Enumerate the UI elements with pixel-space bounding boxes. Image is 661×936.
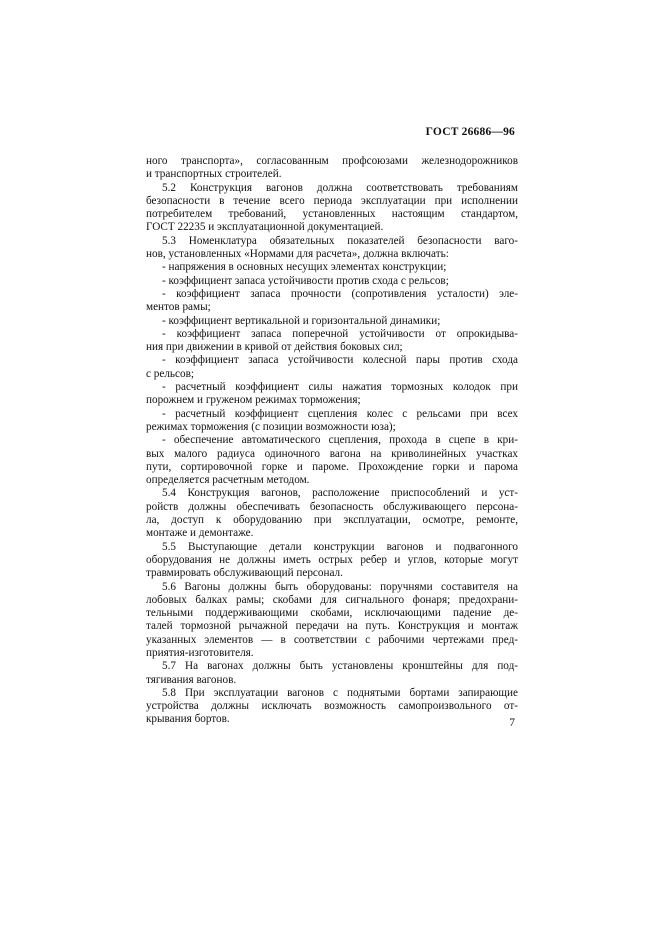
text-line: безопасности в течение всего периода эксплуатации при исполнении bbox=[146, 194, 518, 207]
text-line: - коэффициент запаса поперечной устойчивости от опрокидыва- bbox=[162, 327, 518, 340]
text-line: 5.3 Номенклатура обязательных показателей безопасности ваго- bbox=[162, 234, 518, 247]
text-line: тягивания вагонов. bbox=[146, 673, 237, 686]
text-line: устройства должны исключать возможность самопроизвольного от- bbox=[146, 700, 518, 713]
document-header: ГОСТ 26686—96 bbox=[425, 126, 515, 138]
text-line: и транспортных строителей. bbox=[146, 168, 282, 181]
text-line: ного транспорта», согласованным профсоюзами железнодорожников bbox=[146, 155, 518, 167]
text-line: - напряжения в основных несущих элементах конструкции; bbox=[162, 261, 447, 274]
text-line: порожнем и груженом режимах торможения; bbox=[146, 394, 361, 407]
document-body bbox=[146, 155, 518, 727]
text-line: ройств должны обеспечивать безопасность обслуживающего персона- bbox=[146, 500, 518, 513]
text-line: ния при движении в кривой от действия боковых сил; bbox=[146, 341, 403, 354]
text-line: - обеспечение автоматического сцепления, прохода в сцепе в кри- bbox=[162, 434, 518, 447]
text-line: пути, сортировочной горке и пароме. Прохождение горки и парома bbox=[146, 460, 518, 473]
text-line: ментов рамы; bbox=[146, 301, 211, 314]
text-line: ГОСТ 22235 и эксплуатационной документацией. bbox=[146, 221, 384, 234]
text-line: 5.4 Конструкция вагонов, расположение приспособлений и уст- bbox=[162, 487, 518, 500]
text-line: потребителем требований, установленных настоящим стандартом, bbox=[146, 208, 518, 221]
text-line: указанных элементов — в соответствии с рабочими чертежами пред- bbox=[146, 633, 518, 646]
page-number: 7 bbox=[509, 717, 515, 729]
text-line: - коэффициент запаса устойчивости против схода с рельсов; bbox=[162, 274, 449, 287]
text-line: с рельсов; bbox=[146, 367, 194, 380]
text-line: травмировать обслуживающий персонал. bbox=[146, 567, 343, 580]
text-line: ла, доступ к оборудованию при эксплуатации, осмотре, ремонте, bbox=[146, 514, 518, 527]
text-line: - расчетный коэффициент сцепления колес с рельсами при всех bbox=[162, 407, 518, 420]
text-line: талей тормозной рычажной передачи на путь. Конструкция и монтаж bbox=[146, 620, 518, 633]
text-line: - коэффициент вертикальной и горизонтальной динамики; bbox=[162, 314, 441, 327]
text-line: 5.6 Вагоны должны быть оборудованы: поручнями составителя на bbox=[162, 580, 518, 593]
text-line: определяется расчетным методом. bbox=[146, 474, 310, 487]
text-line: - коэффициент запаса устойчивости колесной пары против схода bbox=[162, 354, 518, 367]
text-line: монтаже и демонтаже. bbox=[146, 527, 254, 540]
text-line: - расчетный коэффициент силы нажатия тормозных колодок при bbox=[162, 381, 518, 394]
text-line: 5.2 Конструкция вагонов должна соответствовать требованиям bbox=[162, 181, 518, 194]
text-line: нов, установленных «Нормами для расчета», должна включать: bbox=[146, 248, 449, 261]
text-line: тельными поддерживающими скобами, исключающими падение де- bbox=[146, 607, 518, 620]
text-line: вых малого радиуса одиночного вагона на криволинейных участках bbox=[146, 447, 518, 460]
text-line: оборудования не должны иметь острых ребер и углов, которые могут bbox=[146, 553, 518, 566]
text-line: 5.8 При эксплуатации вагонов с поднятыми бортами запирающие bbox=[162, 686, 518, 699]
text-line: лобовых балках рамы; скобами для сигнального фонаря; предохрани- bbox=[146, 593, 518, 606]
text-line: крывания бортов. bbox=[146, 713, 230, 726]
text-line: режимах торможения (с позиции возможности юза); bbox=[146, 420, 396, 433]
text-line: 5.5 Выступающие детали конструкции вагонов и подвагонного bbox=[162, 540, 518, 553]
text-line: - коэффициент запаса прочности (сопротивления усталости) эле- bbox=[162, 287, 518, 300]
text-line: приятия-изготовителя. bbox=[146, 646, 254, 659]
text-line: 5.7 На вагонах должны быть установлены кронштейны для под- bbox=[162, 660, 518, 673]
